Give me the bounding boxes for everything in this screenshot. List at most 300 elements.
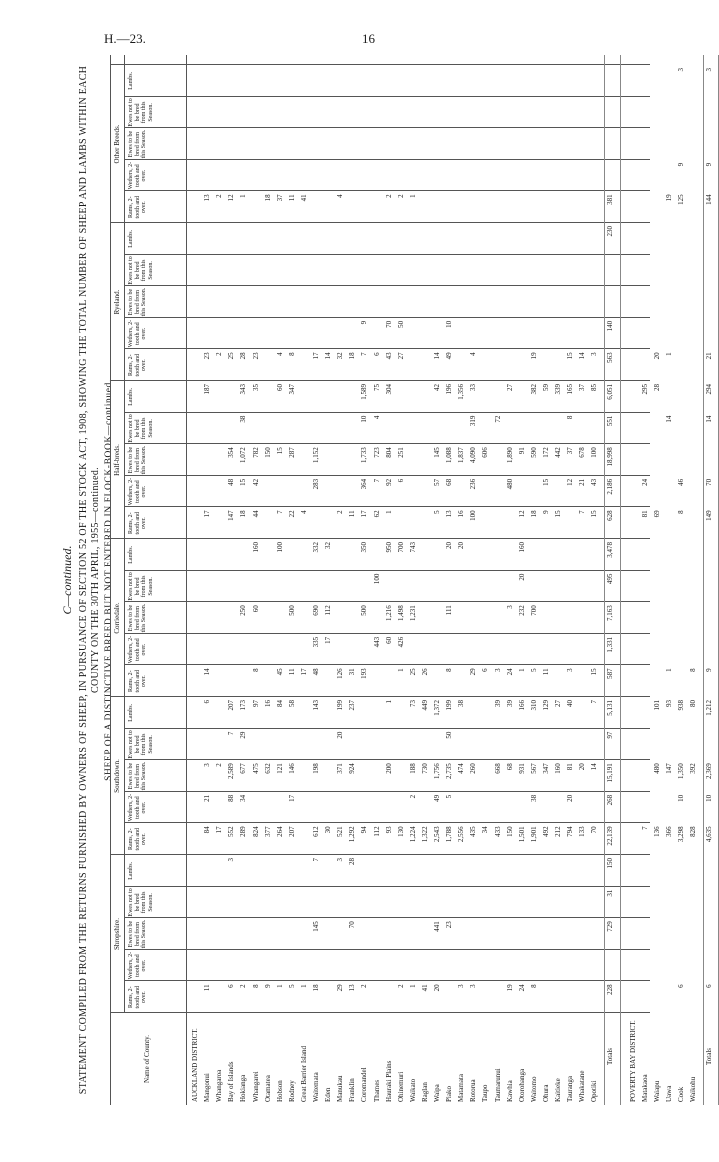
sub-column-header: Wethers, 2-tooth and over.: [128, 951, 148, 980]
table-cell: 200: [384, 763, 393, 774]
table-cell: 13: [445, 510, 454, 518]
sub-column-rule: [124, 886, 650, 887]
breed-group-header: Half-breds.: [113, 444, 121, 476]
county-name: Hobson: [275, 1080, 284, 1102]
sub-column-header: Rams, 2-tooth and over.: [128, 827, 148, 851]
table-cell: 112: [324, 605, 333, 616]
table-cell: 70: [384, 320, 393, 328]
table-cell: 23: [251, 352, 260, 360]
sub-column-header: Wethers, 2-tooth and over.: [128, 161, 148, 190]
totals-cell: 6: [705, 984, 714, 988]
totals-cell: 10: [705, 794, 714, 802]
table-cell: 7: [227, 731, 236, 736]
table-cell: 20: [652, 352, 661, 360]
table-cell: 449: [420, 700, 429, 711]
totals-cell: 144: [705, 194, 714, 205]
table-cell: 49: [433, 794, 441, 802]
table-cell: 37: [578, 384, 587, 392]
table-cell: 332: [312, 542, 320, 553]
table-cell: 319: [469, 415, 478, 427]
table-cell: 60: [275, 384, 284, 392]
table-cell: 442: [554, 447, 562, 458]
totals-cell: 381: [606, 194, 615, 205]
group-header-rule: [124, 55, 125, 1013]
table-cell: 29: [336, 984, 345, 992]
table-cell: 29: [239, 731, 248, 739]
table-cell: 68: [445, 478, 454, 486]
table-cell: 1: [517, 668, 526, 672]
table-cell: 160: [251, 542, 260, 553]
table-cell: 41: [299, 194, 308, 202]
county-name: Otorohanga: [517, 1068, 526, 1102]
county-name: Matakaoa: [640, 1074, 649, 1102]
table-cell: 20: [566, 794, 575, 802]
district-heading: POVERTY BAY DISTRICT.: [628, 1020, 637, 1102]
table-cell: 42: [251, 478, 260, 486]
table-cell: 2,589: [227, 763, 236, 779]
table-cell: 8: [445, 668, 454, 672]
table-cell: 43: [590, 478, 599, 486]
table-cell: 101: [652, 700, 661, 711]
table-cell: 93: [664, 700, 673, 708]
sub-column-rule: [124, 601, 650, 602]
table-cell: 1,837: [457, 447, 466, 463]
county-name: Whangaroa: [215, 1069, 224, 1102]
table-cell: 9: [541, 510, 550, 514]
table-cell: 187: [203, 384, 212, 395]
table-cell: 6: [372, 352, 381, 356]
table-cell: 435: [469, 826, 478, 837]
table-cell: 824: [251, 826, 260, 837]
table-cell: 6: [481, 668, 490, 672]
table-cell: 14: [324, 352, 333, 360]
table-cell: 364: [360, 478, 369, 490]
table-cell: 18: [348, 352, 357, 360]
table-cell: 84: [203, 826, 212, 834]
table-cell: 46: [676, 478, 685, 486]
table-cell: 18: [529, 510, 538, 518]
table-cell: 70: [348, 921, 357, 929]
table-cell: 10: [445, 320, 454, 328]
table-cell: 60: [251, 605, 260, 613]
sub-column-header: Rams, 2-tooth and over.: [128, 353, 148, 377]
totals-cell: 228: [606, 984, 615, 995]
county-column-header: Name of County.: [143, 1035, 151, 1083]
county-name: Matamata: [457, 1074, 466, 1102]
table-cell: 57: [433, 478, 441, 486]
table-cell: 392: [689, 763, 697, 774]
table-cell: 40: [566, 700, 575, 708]
table-cell: 1,072: [239, 447, 248, 463]
table-cell: 11: [348, 510, 357, 518]
table-cell: 28: [652, 384, 661, 392]
table-cell: 35: [251, 384, 260, 392]
table-cell: 1,152: [312, 447, 320, 463]
table-cell: 39: [505, 700, 514, 708]
county-name: Uawa: [664, 1085, 673, 1102]
table-cell: 366: [664, 826, 673, 837]
table-cell: 15: [590, 510, 599, 518]
table-cell: 84: [275, 700, 284, 708]
table-cell: 3: [336, 858, 345, 862]
table-cell: 12: [566, 478, 575, 486]
table-cell: 938: [676, 700, 685, 711]
table-cell: 11: [541, 668, 550, 676]
totals-cell: 18,998: [606, 447, 615, 467]
table-cell: 828: [689, 826, 697, 837]
county-name: Waiapu: [652, 1080, 661, 1102]
table-cell: 677: [239, 763, 248, 774]
table-cell: 14: [203, 668, 212, 676]
table-cell: 668: [493, 763, 502, 774]
table-cell: 62: [372, 510, 381, 518]
county-name: Piako: [445, 1086, 454, 1102]
table-cell: 1,901: [529, 826, 538, 843]
table-cell: 44: [251, 510, 260, 518]
table-cell: 18: [263, 194, 272, 202]
table-cell: 730: [420, 763, 429, 774]
table-cell: 145: [312, 921, 320, 932]
table-cell: 426: [396, 636, 405, 648]
table-cell: 21: [203, 794, 212, 802]
table-cell: 260: [469, 763, 478, 774]
table-cell: 8: [287, 352, 296, 356]
totals-cell: 7,163: [606, 605, 615, 621]
table-cell: 794: [566, 826, 575, 837]
county-name: Thames: [372, 1079, 381, 1102]
table-cell: 50: [396, 320, 405, 328]
table-top-rule: [110, 55, 111, 1105]
table-cell: 20: [457, 542, 466, 550]
table-cell: 7: [590, 700, 599, 704]
county-name: Taupo: [481, 1084, 490, 1102]
table-cell: 39: [493, 700, 502, 708]
table-cell: 26: [420, 668, 429, 676]
table-cell: 6: [203, 700, 212, 704]
sub-column-header: Wethers, 2-tooth and over.: [128, 793, 148, 822]
table-cell: 5: [529, 668, 538, 672]
table-cell: 28: [348, 858, 357, 866]
table-cell: 27: [396, 352, 405, 360]
table-cell: 91: [517, 447, 526, 455]
table-cell: 8: [529, 984, 538, 988]
totals-cell: 3: [705, 68, 714, 72]
table-cell: 48: [227, 478, 236, 486]
table-cell: 69: [652, 510, 661, 518]
table-cell: 8: [566, 415, 575, 420]
county-name: Tauranga: [566, 1076, 575, 1102]
totals-cell: 97: [606, 731, 615, 739]
table-cell: 34: [239, 794, 248, 802]
table-cell: 1: [408, 984, 417, 988]
sub-column-header: Rams, 2-tooth and over.: [128, 985, 148, 1009]
table-cell: 700: [396, 542, 405, 553]
county-name: Eden: [324, 1087, 333, 1102]
table-cell: 1,589: [360, 384, 369, 400]
county-name: Kaitieke: [554, 1078, 562, 1102]
table-cell: 3: [505, 605, 514, 609]
table-cell: 100: [372, 573, 381, 585]
table-cell: 27: [505, 384, 514, 392]
sub-column-rule: [124, 949, 650, 950]
table-cell: 31: [348, 668, 357, 676]
table-cell: 2: [384, 194, 393, 198]
table-cell: 80: [689, 700, 697, 708]
table-cell: 347: [287, 384, 296, 395]
sub-column-header: Ewes not to be bred from this Season.: [128, 730, 154, 759]
table-cell: 81: [566, 763, 575, 771]
sub-column-header: Lambs.: [128, 229, 134, 248]
table-cell: 18: [312, 984, 320, 992]
table-cell: 700: [529, 605, 538, 616]
table-cell: 1,498: [396, 605, 405, 621]
table-cell: 7: [640, 826, 649, 830]
table-cell: 150: [505, 826, 514, 837]
table-cell: 1,788: [445, 826, 454, 843]
district-heading: AUCKLAND DISTRICT.: [191, 1028, 199, 1102]
totals-cell: 729: [606, 921, 615, 932]
table-cell: 199: [336, 700, 345, 711]
county-name: Hokianga: [239, 1074, 248, 1102]
sub-column-header: Ewes not to be bred from this Season.: [128, 98, 154, 127]
table-cell: 3,298: [676, 826, 685, 843]
breed-group-header: Corriedale.: [113, 602, 121, 634]
table-cell: 48: [312, 668, 320, 676]
table-cell: 678: [578, 447, 587, 458]
county-name: Waikato: [408, 1078, 417, 1102]
table-cell: 97: [251, 700, 260, 708]
totals-cell: 21: [705, 352, 714, 360]
table-cell: 59: [541, 384, 550, 392]
breed-group-header: Ryeland.: [113, 289, 121, 315]
table-cell: 17: [360, 510, 369, 518]
table-cell: 521: [336, 826, 345, 837]
breed-group-header: Other Breeds.: [113, 124, 121, 164]
sub-column-header: Rams, 2-tooth and over.: [128, 511, 148, 535]
county-name: Rotorua: [469, 1079, 478, 1102]
table-cell: 1: [396, 668, 405, 672]
table-cell: 480: [652, 763, 661, 774]
county-name: Whangarei: [251, 1071, 260, 1102]
table-cell: 199: [445, 700, 454, 711]
table-cell: 250: [239, 605, 248, 616]
table-cell: 2,543: [433, 826, 441, 843]
page-number: 16: [362, 31, 375, 46]
header-bottom-rule: [186, 55, 187, 1105]
table-cell: 690: [312, 605, 320, 616]
county-name: Raglan: [420, 1082, 429, 1102]
table-cell: 7: [578, 510, 587, 514]
table-cell: 17: [299, 668, 308, 676]
table-cell: 3: [203, 763, 212, 767]
table-cell: 9: [263, 984, 272, 988]
table-cell: 350: [360, 542, 369, 553]
totals-cell: 587: [606, 668, 615, 679]
table-cell: 73: [408, 700, 417, 708]
table-cell: 612: [312, 826, 320, 837]
county-name: Rodney: [287, 1080, 296, 1102]
totals-cell: 2,369: [705, 763, 714, 779]
table-cell: 3: [469, 984, 478, 988]
table-cell: 347: [541, 763, 550, 774]
table-cell: 121: [275, 763, 284, 774]
totals-label: Totals: [705, 1047, 714, 1065]
table-cell: 632: [263, 763, 272, 774]
table-cell: 18: [239, 510, 248, 518]
table-cell: 100: [590, 447, 599, 458]
table-cell: 4: [275, 352, 284, 356]
table-cell: 1,322: [420, 826, 429, 843]
sub-column-header: Ewes to be bred from this Season.: [128, 445, 148, 475]
table-cell: 60: [384, 636, 393, 644]
table-cell: 38: [457, 700, 466, 708]
table-cell: 1: [384, 510, 393, 514]
sub-column-header: Lambs.: [128, 71, 134, 90]
totals-cell: 4,635: [705, 826, 714, 843]
table-cell: 1,292: [348, 826, 357, 843]
totals-cell: 495: [606, 573, 615, 585]
sub-column-header: Ewes not to be bred from this Season.: [128, 572, 154, 601]
table-cell: 1: [299, 984, 308, 988]
breed-group-header: Southdown.: [113, 759, 121, 793]
table-cell: 13: [203, 194, 212, 202]
table-cell: 15: [590, 668, 599, 676]
county-name: Waitomo: [529, 1076, 538, 1102]
table-cell: 1,231: [408, 605, 417, 621]
totals-cell: 230: [606, 226, 615, 237]
sub-column-rule: [124, 159, 650, 160]
table-cell: 25: [227, 352, 236, 360]
sub-column-header: Ewes to be bred from this Season.: [128, 287, 148, 317]
table-cell: 7: [360, 352, 369, 356]
table-cell: 4,090: [469, 447, 478, 463]
table-cell: 6: [227, 984, 236, 988]
county-name: Kawhia: [505, 1080, 514, 1102]
table-cell: 68: [505, 763, 514, 771]
table-cell: 72: [493, 415, 502, 423]
table-cell: 19: [529, 352, 538, 360]
totals-cell: 31: [606, 889, 615, 897]
table-cell: 382: [529, 384, 538, 395]
breed-group-rule: [110, 222, 650, 223]
table-cell: 3: [493, 668, 502, 672]
table-cell: 606: [481, 447, 490, 458]
table-cell: 33: [469, 384, 478, 392]
table-cell: 129: [541, 700, 550, 711]
sub-column-header: Wethers, 2-tooth and over.: [128, 319, 148, 348]
county-name: Manukau: [336, 1075, 345, 1102]
table-cell: 27: [554, 700, 562, 708]
sub-column-header: Lambs.: [128, 545, 134, 564]
table-cell: 207: [287, 826, 296, 837]
table-cell: 188: [408, 763, 417, 774]
totals-cell: 294: [705, 384, 714, 395]
table-cell: 92: [384, 478, 393, 486]
table-cell: 15: [541, 478, 550, 486]
table-cell: 43: [384, 352, 393, 360]
table-cell: 931: [517, 763, 526, 774]
table-cell: 50: [445, 731, 454, 739]
table-cell: 2: [215, 763, 224, 767]
sub-column-rule: [124, 980, 650, 981]
county-name: Otamatea: [263, 1075, 272, 1102]
table-cell: 480: [505, 478, 514, 490]
county-name: Hauraki Plains: [384, 1060, 393, 1102]
table-cell: 166: [517, 700, 526, 711]
table-cell: 160: [554, 763, 562, 774]
table-cell: 160: [517, 542, 526, 553]
table-cell: 11: [203, 984, 212, 992]
table-cell: 2: [239, 984, 248, 988]
table-cell: 15: [239, 478, 248, 486]
table-cell: 165: [566, 384, 575, 395]
table-cell: 7: [275, 510, 284, 514]
table-cell: 1: [275, 984, 284, 988]
county-name: Waikohu: [689, 1076, 697, 1102]
table-cell: 14: [578, 352, 587, 360]
table-cell: 287: [287, 447, 296, 458]
table-cell: 24: [505, 668, 514, 676]
sub-column-rule: [124, 917, 650, 918]
table-cell: 2: [215, 352, 224, 356]
table-cell: 20: [445, 542, 454, 550]
table-cell: 13: [348, 984, 357, 992]
table-cell: 5: [445, 794, 454, 799]
table-cell: 441: [433, 921, 441, 932]
table-cell: 25: [408, 668, 417, 676]
county-name: Cook: [676, 1086, 685, 1102]
table-cell: 75: [372, 384, 381, 392]
section-heading: C—continued.: [60, 545, 74, 615]
table-cell: 4: [336, 194, 345, 198]
table-cell: 15: [275, 447, 284, 455]
table-cell: 21: [578, 478, 587, 486]
table-cell: 126: [336, 668, 345, 679]
totals-label: Totals: [606, 1047, 615, 1065]
sub-column-rule: [124, 254, 650, 255]
table-cell: 5: [287, 984, 296, 988]
table-cell: 100: [469, 510, 478, 521]
table-cell: 20: [433, 984, 441, 992]
sub-column-rule: [124, 190, 650, 191]
county-name: Franklin: [348, 1078, 357, 1102]
sub-column-header: Ewes not to be bred from this Season.: [128, 256, 154, 285]
totals-cell: 268: [606, 794, 615, 806]
sub-column-header: Lambs.: [128, 387, 134, 406]
table-cell: 24: [640, 478, 649, 486]
table-cell: 2: [408, 794, 417, 799]
table-cell: 207: [227, 700, 236, 711]
table-cell: 85: [590, 384, 599, 392]
table-cell: 23: [203, 352, 212, 360]
table-cell: 371: [336, 763, 345, 774]
table-cell: 17: [215, 826, 224, 834]
table-cell: 1: [408, 194, 417, 198]
table-cell: 8: [689, 668, 697, 672]
totals-cell: 2,186: [606, 478, 615, 495]
table-cell: 7: [372, 478, 381, 483]
table-cell: 9: [360, 320, 369, 325]
table-cell: 125: [676, 194, 685, 205]
table-cell: 20: [336, 731, 345, 739]
table-cell: 251: [396, 447, 405, 458]
table-cell: 1: [239, 194, 248, 198]
county-name: Waitemata: [312, 1072, 320, 1102]
county-name: Great Barrier Island: [299, 1046, 308, 1102]
sub-column-header: Ewes not to be bred from this Season.: [128, 414, 154, 443]
sub-column-header: Lambs.: [128, 703, 134, 722]
table-cell: 500: [287, 605, 296, 616]
